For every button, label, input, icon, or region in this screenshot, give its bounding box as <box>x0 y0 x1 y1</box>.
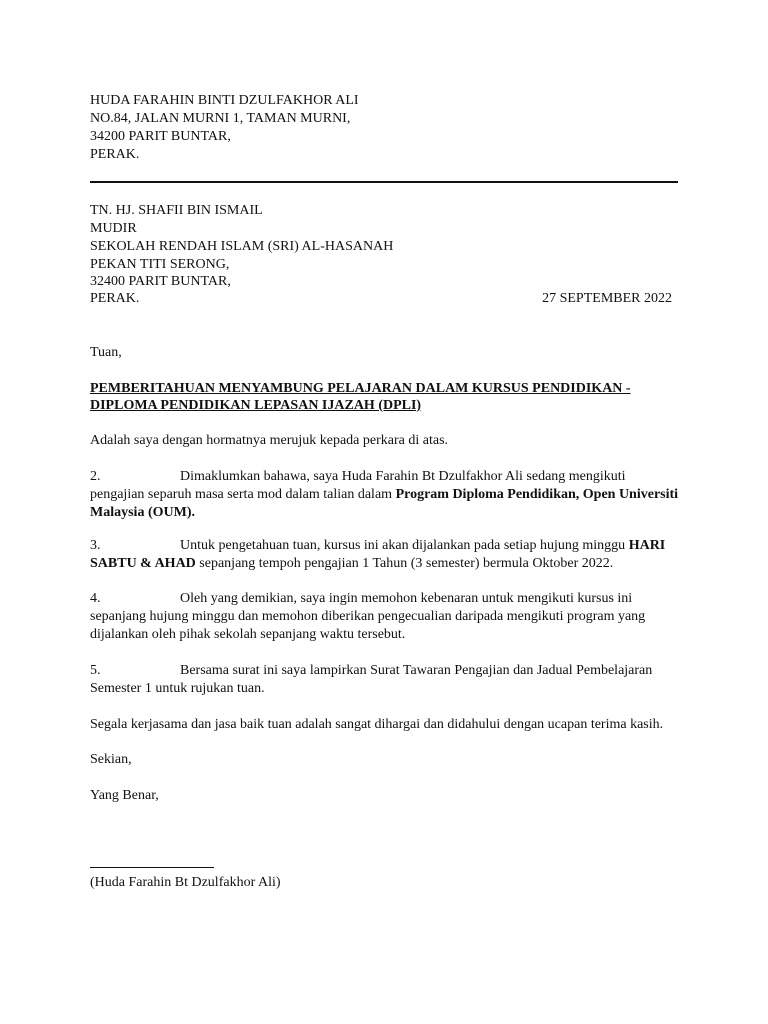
paragraph-2-bold: Program Diploma Pendidikan, Open Universiti Malaysia (OUM). <box>90 487 679 520</box>
paragraph-2-text: Dimaklumkan bahawa, saya Huda Farahin Bt Dzulfakhor Ali sedang mengikuti pengajian separuh masa serta mod dalam talian dalam <box>90 469 626 502</box>
intro-paragraph: Adalah saya dengan hormatnya merujuk kepada perkara di atas. <box>90 433 449 448</box>
closing-paragraph: Segala kerjasama dan jasa baik tuan adalah sangat dihargai dan didahului dengan ucapan terima kasih. <box>90 717 664 732</box>
paragraph-3 <box>90 537 680 573</box>
paragraph-3-number: 3. <box>90 538 101 553</box>
recipient-address-line1: PEKAN TITI SERONG, <box>90 257 230 272</box>
sender-address-line3: PERAK. <box>90 147 140 162</box>
paragraph-5 <box>90 662 680 698</box>
sender-address-line1: NO.84, JALAN MURNI 1, TAMAN MURNI, <box>90 111 351 126</box>
sekian: Sekian, <box>90 752 132 767</box>
paragraph-3-bold: HARI SABTU & AHAD <box>90 538 666 571</box>
recipient-title: MUDIR <box>90 221 137 236</box>
recipient-address-line2: 32400 PARIT BUNTAR, <box>90 274 231 289</box>
sender-address-line2: 34200 PARIT BUNTAR, <box>90 129 231 144</box>
yang-benar: Yang Benar, <box>90 788 159 803</box>
salutation: Tuan, <box>90 345 122 360</box>
paragraph-5-text: Bersama surat ini saya lampirkan Surat Tawaran Pengajian dan Jadual Pembelajaran Semester 1 untuk rujukan tuan. <box>90 663 653 696</box>
paragraph-2 <box>90 468 680 522</box>
recipient-org: SEKOLAH RENDAH ISLAM (SRI) AL-HASANAH <box>90 239 394 254</box>
letter-date: 27 SEPTEMBER 2022 <box>542 291 672 306</box>
header-divider <box>90 181 678 183</box>
subject-line1: PEMBERITAHUAN MENYAMBUNG PELAJARAN DALAM KURSUS PENDIDIKAN - <box>90 381 631 396</box>
paragraph-5-number: 5. <box>90 663 101 678</box>
paragraph-4 <box>90 590 680 644</box>
recipient-address-line3: PERAK. <box>90 291 140 306</box>
signature-name: (Huda Farahin Bt Dzulfakhor Ali) <box>90 875 281 890</box>
subject-line2: DIPLOMA PENDIDIKAN LEPASAN IJAZAH (DPLI) <box>90 398 422 413</box>
sender-name: HUDA FARAHIN BINTI DZULFAKHOR ALI <box>90 93 359 108</box>
recipient-name: TN. HJ. SHAFII BIN ISMAIL <box>90 203 263 218</box>
paragraph-3-text-end: sepanjang tempoh pengajian 1 Tahun (3 semester) bermula Oktober 2022. <box>195 556 614 571</box>
signature-line <box>90 867 214 868</box>
paragraph-3-text: Untuk pengetahuan tuan, kursus ini akan dijalankan pada setiap hujung minggu <box>180 538 629 553</box>
paragraph-2-number: 2. <box>90 469 101 484</box>
paragraph-4-text: Oleh yang demikian, saya ingin memohon kebenaran untuk mengikuti kursus ini sepanjang hujung minggu dan memohon diberikan pengecualian daripada mengikuti program yang dijalankan oleh pihak sekolah sepanjang waktu tersebut. <box>90 591 646 642</box>
paragraph-4-number: 4. <box>90 591 101 606</box>
